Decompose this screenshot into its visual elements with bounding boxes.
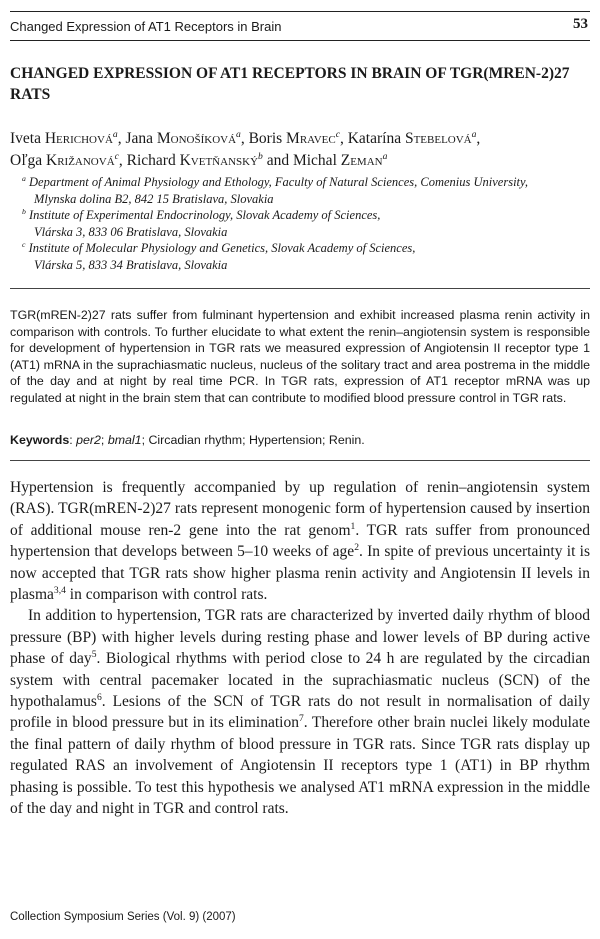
header-rule-top <box>10 11 590 12</box>
author: Boris Mravec$^c$ <box>248 128 340 147</box>
author: Katarína Stebelová$^a$ <box>347 128 477 147</box>
affiliation-address: Mlynska dolina B2, 842 15 Bratislava, Slovakia <box>34 191 274 206</box>
header-rule-bottom <box>10 40 590 41</box>
author: Michal Zeman$^a$ <box>292 150 388 169</box>
body-text <box>10 477 590 820</box>
keywords: Keywords: per2; bmal1; Circadian rhythm; Hypertension; Renin. <box>10 433 365 447</box>
affiliation-address: Vlárska 3, 833 06 Bratislava, Slovakia <box>34 224 228 239</box>
abstract-rule-bottom <box>10 460 590 461</box>
paper-title: CHANGED EXPRESSION OF AT1 RECEPTORS IN BRAIN OF TGR(MREN-2)27 RATS <box>10 65 570 103</box>
citation: 2 <box>354 542 359 554</box>
abstract-rule-top <box>10 288 590 289</box>
citation: 6 <box>96 691 102 703</box>
running-title: Changed Expression of AT1 Receptors in Brain <box>10 19 282 34</box>
author-list: Iveta Herichová$^a$, Jana Monošíková$^a$, Boris Mravec$^c$, Katarína Stebelová$^a$, Oľga Križanová$^c$, Richard Kvetňanský$^b$ and Michal Zeman$^a$ <box>10 128 481 169</box>
citation: 5 <box>91 649 97 661</box>
citation: 1 <box>350 520 356 532</box>
author: Jana Monošíková$^a$ <box>125 128 241 147</box>
citation: 7 <box>298 713 304 725</box>
abstract: TGR(mREN-2)27 rats suffer from fulminant hypertension and exhibit increased plasma renin activity in comparison with controls. To further elucidate to what extent the renin–angiotensin system is responsible for development of hypertension in TGR rats we measured expression of Angiotensin II receptor type 1 (AT1) mRNA in the suprachiasmatic nucleus, nucleus of the solitary tract and area postrema in the middle of the day and at night by real time PCR. In TGR rats, expression of AT1 receptor mRNA was up regulated at night in the brain stem that can contribute to modified blood pressure control in TGR rats. <box>10 308 590 405</box>
paragraph-1: Hypertension is frequently accompanied by up regulation of renin–angiotensin system (RAS). TGR(mREN-2)27 rats represent monogenic form of hypertension caused by insertion of additional mouse ren-2 gene into the rat genom$^1$. TGR rats suffer from pronounced hypertension that develops between 5–10 weeks of age$^2$. In spite of previous uncertainty it is now accepted that TGR rats show higher plasma renin activity and Angiotensin II levels in plasma$^{3,4}$ in comparison with control rats. <box>10 479 590 604</box>
author: Oľga Križanová$^c$ <box>10 150 119 169</box>
author: Iveta Herichová$^a$ <box>10 128 118 147</box>
author: Richard Kvetňanský$^b$ <box>126 150 263 169</box>
footer-series: Collection Symposium Series (Vol. 9) (2007) <box>10 911 236 923</box>
page-number: 53 <box>573 16 588 32</box>
affiliation: $^b$ Institute of Experimental Endocrinology, Slovak Academy of Sciences, <box>22 207 381 223</box>
citation: 3,4 <box>53 584 66 596</box>
affiliations <box>22 174 592 274</box>
affiliation-address: Vlárska 5, 833 34 Bratislava, Slovakia <box>34 257 228 272</box>
affiliation: $^c$ Institute of Molecular Physiology and Genetics, Slovak Academy of Sciences, <box>22 240 416 256</box>
affiliation: $^a$ Department of Animal Physiology and Ethology, Faculty of Natural Sciences, Comenius University, <box>22 173 529 189</box>
paragraph-2: In addition to hypertension, TGR rats are characterized by inverted daily rhythm of blood pressure (BP) with higher levels during resting phase and lower levels of BP during active phase of day$^5$. Biological rhythms with period close to 24 h are regulated by the circadian system with central pacemaker located in the suprachiasmatic nucleus (SCN) of the hypothalamus$^6$. Lesions of the SCN of TGR rats do not result in normalisation of daily profile in blood pressure but in its elimination$^7$. Therefore other brain nuclei likely modulate the final pattern of daily rhythm of blood pressure in TGR rats. Since TGR rats display up regulated RAS an involvement of Angiotensin II receptors type 1 (AT1) in BP rhythm phasing is possible. To test this hypothesis we analysed AT1 mRNA expression in the middle of the day and night in TGR and control rats. <box>10 607 590 818</box>
